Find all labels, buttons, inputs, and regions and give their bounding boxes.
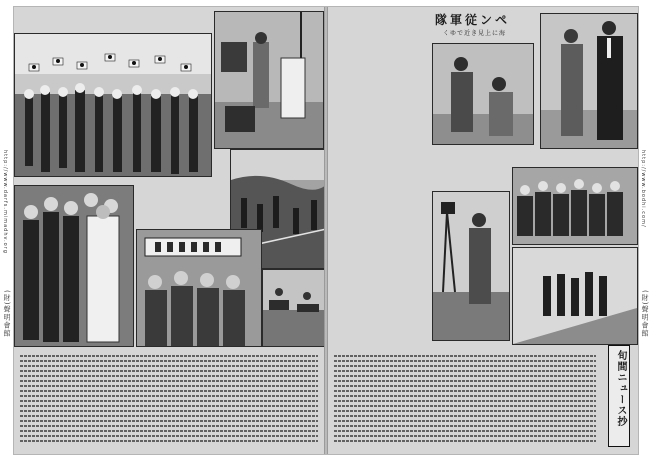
man-with-tie-scene (541, 14, 637, 148)
magazine-spread (13, 6, 639, 455)
right-page (328, 7, 638, 454)
left-margin-text: (財)聲明會館 (3, 290, 11, 338)
right-body-text (334, 355, 596, 447)
photo-generals-standing (432, 43, 534, 145)
deck-officers-scene (215, 12, 323, 148)
photo-pier-group (512, 247, 638, 345)
right-margin-url: http://www.bodhi.com/ (640, 150, 646, 228)
camera-man-scene (433, 192, 509, 340)
article-title: 隊軍従ンペ (435, 13, 511, 27)
photo-deck-officers (214, 11, 324, 149)
photo-interior-tables (262, 269, 326, 347)
article-title-box (435, 11, 543, 41)
group-seated-scene (513, 168, 637, 244)
sign-crowd-scene (137, 230, 261, 346)
photo-man-with-tie (540, 13, 638, 149)
flag-crowd-scene (15, 34, 211, 176)
left-page (14, 7, 324, 454)
photo-doctor-crowd (14, 185, 134, 347)
pier-group-scene (513, 248, 637, 344)
photo-flag-crowd (14, 33, 212, 177)
right-margin-text: (財)聲明會館 (641, 290, 649, 338)
left-body-text (20, 355, 318, 447)
photo-group-seated (512, 167, 638, 245)
interior-tables-scene (263, 270, 325, 346)
doctor-crowd-scene (15, 186, 133, 346)
generals-standing-scene (433, 44, 533, 144)
section-label-box (608, 345, 630, 447)
photo-camera-man (432, 191, 510, 341)
section-label: 旬間ニュース抄 (615, 350, 626, 427)
article-subtitle: くゆで近き見上に海 (443, 30, 507, 37)
photo-sign-crowd (136, 229, 262, 347)
left-margin-url: http://www.darfs.mimadhv.org (2, 150, 8, 254)
